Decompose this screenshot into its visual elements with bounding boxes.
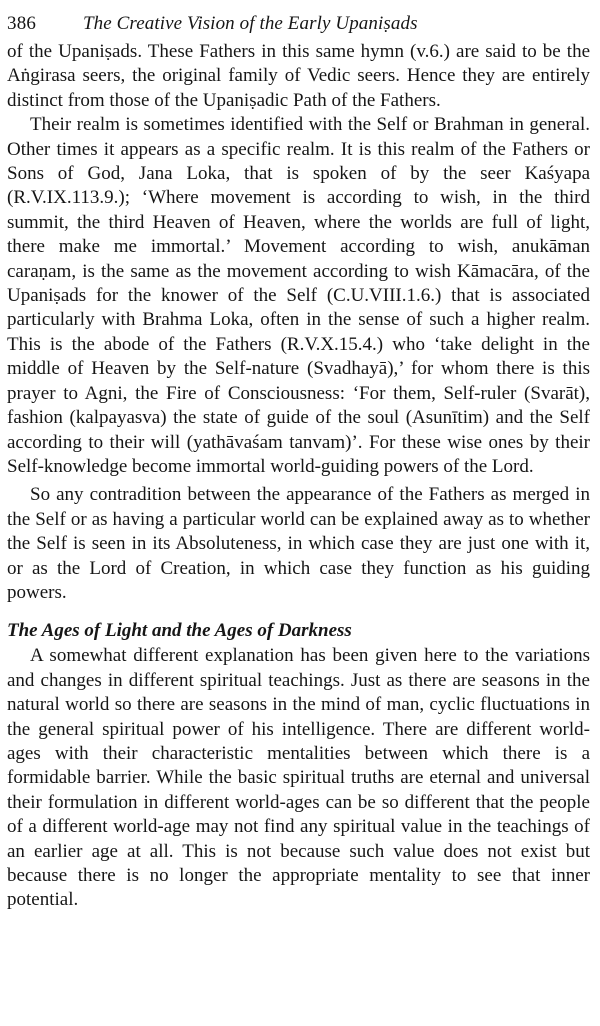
- page-body: [7, 40, 590, 913]
- page-header: [7, 8, 590, 40]
- page-number: 386: [7, 13, 37, 34]
- section-heading: The Ages of Light and the Ages of Darkness: [7, 620, 352, 642]
- running-title: The Creative Vision of the Early Upaniṣads: [83, 13, 418, 34]
- paragraph-world-ages: A somewhat different explanation has been given here to the variations and changes in different spiritual teachings. Just as there are seasons in the natural world so there are seasons in the mind of man, cyclic fluctuations in the general spiritual power of his intelligence. There are different world-ages with their characteristic mentalities between which there is a formidable barrier. While the basic spiritual truths are eternal and universal their formulation in different world-ages can be so different that the people of a different world-age may not find any spiritual value in the teachings of an earlier age at all. This is not because such value does not exist but because there is no longer the appropriate mentality to see that inner potential.: [7, 645, 590, 911]
- paragraph-contradiction: So any contradition between the appearance of the Fathers as merged in the Self or as having a particular world can be explained away as to whether the Self is seen in its Absoluteness, in which case they are just one with it, or as the Lord of Creation, in which case they function as his guiding powers.: [7, 484, 590, 603]
- paragraph-fathers-realm: Their realm is sometimes identified with the Self or Brahman in general. Other times it appears as a specific realm. It is this realm of the Fathers or Sons of God, Jana Loka, that is spoken of by the seer Kaśyapa (R.V.IX.113.9.); ‘Where movement is according to wish, in the third summit, the third Heaven of Heaven, where the worlds are full of light, there make me immortal.’ Movement according to wish, anukāman caraṇam, is the same as the movement according to wish Kāmacāra, of the Upaniṣads for the knower of the Self (C.U.VIII.1.6.) that is associated particularly with Brahma Loka, often in the sense of such a higher realm. This is the abode of the Fathers (R.V.X.15.4.) who ‘take delight in the middle of Heaven by the Self-nature (Svadhayā),’ for whom there is this prayer to Agni, the Fire of Consciousness: ‘For them, Self-ruler (Svarāt), fashion (kalpayasva) the state of guide of the soul (Asunītim) and the Self according to their will (yathāvaśam tanvam)’. For these wise ones by their Self-knowledge become immortal world-guiding powers of the Lord.: [7, 114, 590, 477]
- paragraph-continuation: of the Upaniṣads. These Fathers in this same hymn (v.6.) are said to be the Aṅgirasa seers, the original family of Vedic seers. Hence they are entirely distinct from those of the Upaniṣadic Path of the Fathers.: [7, 41, 590, 111]
